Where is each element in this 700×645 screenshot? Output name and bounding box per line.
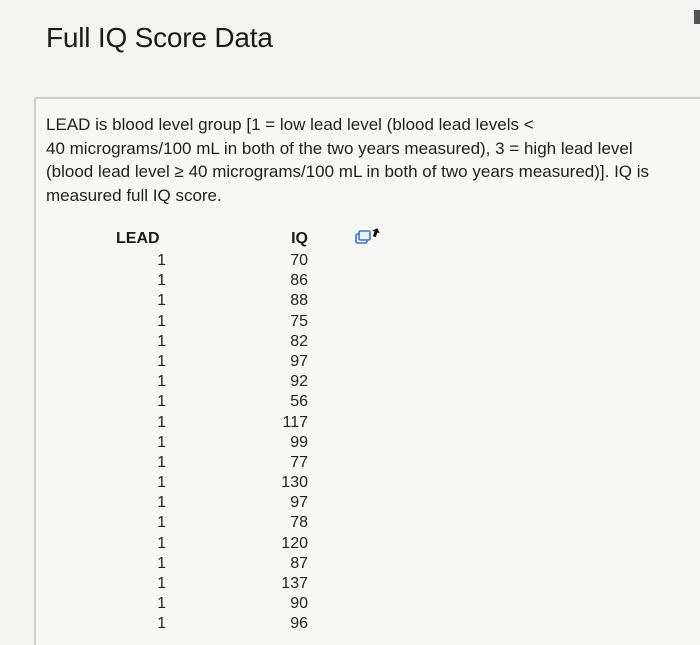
- iq-cell: 56: [290, 393, 308, 411]
- description-line: 40 micrograms/100 mL in both of the two years measured), 3 = high lead level: [46, 138, 633, 158]
- lead-cell: 1: [157, 534, 166, 552]
- data-panel: [34, 97, 700, 645]
- iq-cell: 82: [290, 332, 308, 350]
- iq-cell: 130: [281, 474, 308, 492]
- lead-cell: 1: [157, 393, 166, 411]
- lead-cell: 1: [157, 494, 166, 512]
- lead-cell: 1: [157, 615, 166, 633]
- lead-cell: 1: [157, 352, 166, 370]
- iq-cell: 70: [290, 252, 308, 269]
- description-line: measured full IQ score.: [46, 185, 222, 205]
- lead-cell: 1: [157, 453, 166, 471]
- lead-cell: 1: [157, 272, 166, 290]
- lead-cell: 1: [157, 312, 166, 330]
- lead-cell: 1: [157, 433, 166, 451]
- iq-cell: 120: [281, 534, 308, 552]
- window-edge-mark: [694, 10, 700, 24]
- iq-cell: 99: [290, 433, 308, 451]
- lead-cell: 1: [157, 575, 166, 592]
- iq-column: [260, 227, 308, 635]
- iq-cell: 87: [290, 554, 308, 572]
- copy-to-clipboard-icon[interactable]: [354, 226, 384, 248]
- lead-cell: 1: [157, 554, 166, 572]
- lead-column: [116, 227, 166, 635]
- iq-cell: 117: [282, 413, 308, 431]
- iq-cell: 77: [290, 453, 308, 471]
- description-line: LEAD is blood level group [1 = low lead level (blood lead levels <: [46, 115, 534, 134]
- lead-cell: 1: [157, 595, 166, 613]
- column-header-lead: LEAD: [116, 230, 160, 247]
- iq-cell: 97: [290, 352, 308, 370]
- lead-cell: 1: [157, 332, 166, 350]
- iq-cell: 78: [290, 514, 308, 532]
- page-title: Full IQ Score Data: [46, 22, 273, 53]
- lead-cell: 1: [157, 474, 166, 492]
- lead-cell: 1: [157, 514, 166, 532]
- lead-cell: 1: [157, 292, 166, 310]
- iq-cell: 90: [290, 595, 308, 613]
- iq-cell: 88: [290, 292, 308, 310]
- column-header-iq: IQ: [291, 230, 308, 247]
- iq-cell: 97: [290, 494, 308, 512]
- iq-cell: 92: [290, 373, 308, 391]
- iq-cell: 96: [290, 615, 308, 633]
- iq-cell: 86: [290, 272, 308, 290]
- lead-cell: 1: [157, 413, 166, 431]
- arrow-cursor-icon: [371, 227, 382, 238]
- description: [46, 113, 686, 207]
- lead-cell: 1: [157, 373, 166, 391]
- lead-cell: 1: [157, 252, 166, 269]
- iq-cell: 75: [290, 312, 308, 330]
- iq-cell: 137: [281, 575, 308, 592]
- description-line: (blood lead level ≥ 40 micrograms/100 mL in both of two years measured)]. IQ is: [46, 162, 650, 181]
- copy-to-clipboard-icon-graphic: [354, 226, 384, 248]
